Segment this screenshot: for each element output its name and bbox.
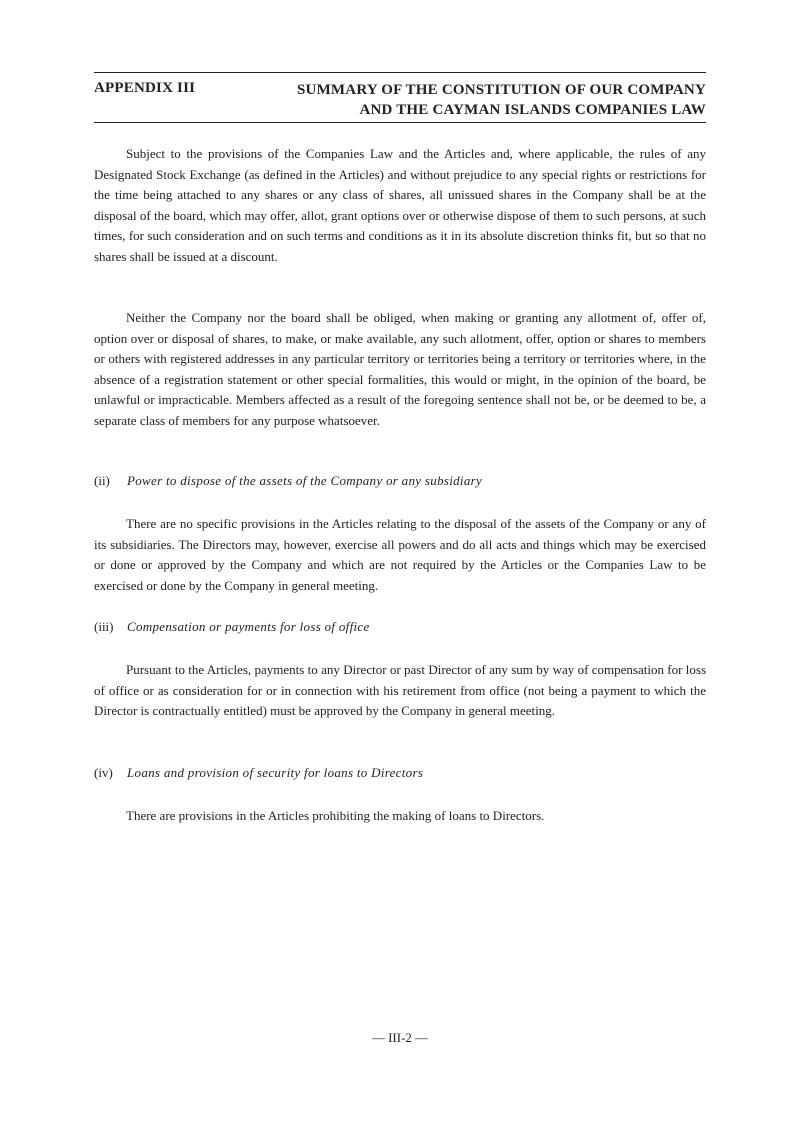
section-title: Loans and provision of security for loans to Directors [127, 765, 424, 780]
section-title: Power to dispose of the assets of the Company or any subsidiary [127, 473, 483, 488]
appendix-label: APPENDIX III [94, 80, 196, 96]
appendix-title-line-1: SUMMARY OF THE CONSTITUTION OF OUR COMPANY [297, 82, 706, 98]
section-heading-dispose-assets [94, 471, 482, 491]
section-number: (ii) [94, 473, 110, 488]
appendix-title [297, 80, 706, 120]
section-heading-loans [94, 763, 423, 783]
section-title: Compensation or payments for loss of office [127, 619, 370, 634]
section-heading-compensation [94, 617, 370, 637]
paragraph-unissued-shares: Subject to the provisions of the Companies Law and the Articles and, where applicable, the rules of any Designated Stock Exchange (as defined in the Articles) and without prejudice to any special rights or restrictions for the time being attached to any shares or any class of shares, all unissued shares in the Company shall be at the disposal of the board, which may offer, allot, grant options over or otherwise dispose of them to such persons, at such times, for such consideration and on such terms and conditions as it in its absolute discretion thinks fit, but so that no shares shall be issued at a discount. [94, 146, 706, 264]
section-number: (iii) [94, 619, 114, 634]
appendix-title-line-2: AND THE CAYMAN ISLANDS COMPANIES LAW [359, 102, 706, 118]
paragraph-compensation: Pursuant to the Articles, payments to any Director or past Director of any sum by way of compensation for loss of office or as consideration for or in connection with his retirement from office (not being a payment to which the Director is contractually entitled) must be approved by the Company in general meeting. [94, 662, 706, 719]
paragraph-allotment-restrictions: Neither the Company nor the board shall be obliged, when making or granting any allotment of, offer of, option over or disposal of shares, to make, or make available, any such allotment, offer, option or shares to members or others with registered addresses in any particular territory or territories being a territory or territories where, in the absence of a registration statement or other special formalities, this would or might, in the opinion of the board, be unlawful or impracticable. Members affected as a result of the foregoing sentence shall not be, or be deemed to be, a separate class of members for any purpose whatsoever. [94, 310, 706, 428]
paragraph-disposal-of-assets: There are no specific provisions in the Articles relating to the disposal of the assets of the Company or any of its subsidiaries. The Directors may, however, exercise all powers and do all acts and things which may be exercised or done or approved by the Company and which are not required by the Articles or the Companies Law to be exercised or done by the Company in general meeting. [94, 516, 706, 593]
page-number: — III-2 — [371, 1030, 429, 1045]
section-number: (iv) [94, 765, 113, 780]
header-top-rule [94, 72, 706, 73]
header-bottom-rule [94, 122, 706, 123]
paragraph-loans: There are provisions in the Articles prohibiting the making of loans to Directors. [126, 808, 545, 823]
